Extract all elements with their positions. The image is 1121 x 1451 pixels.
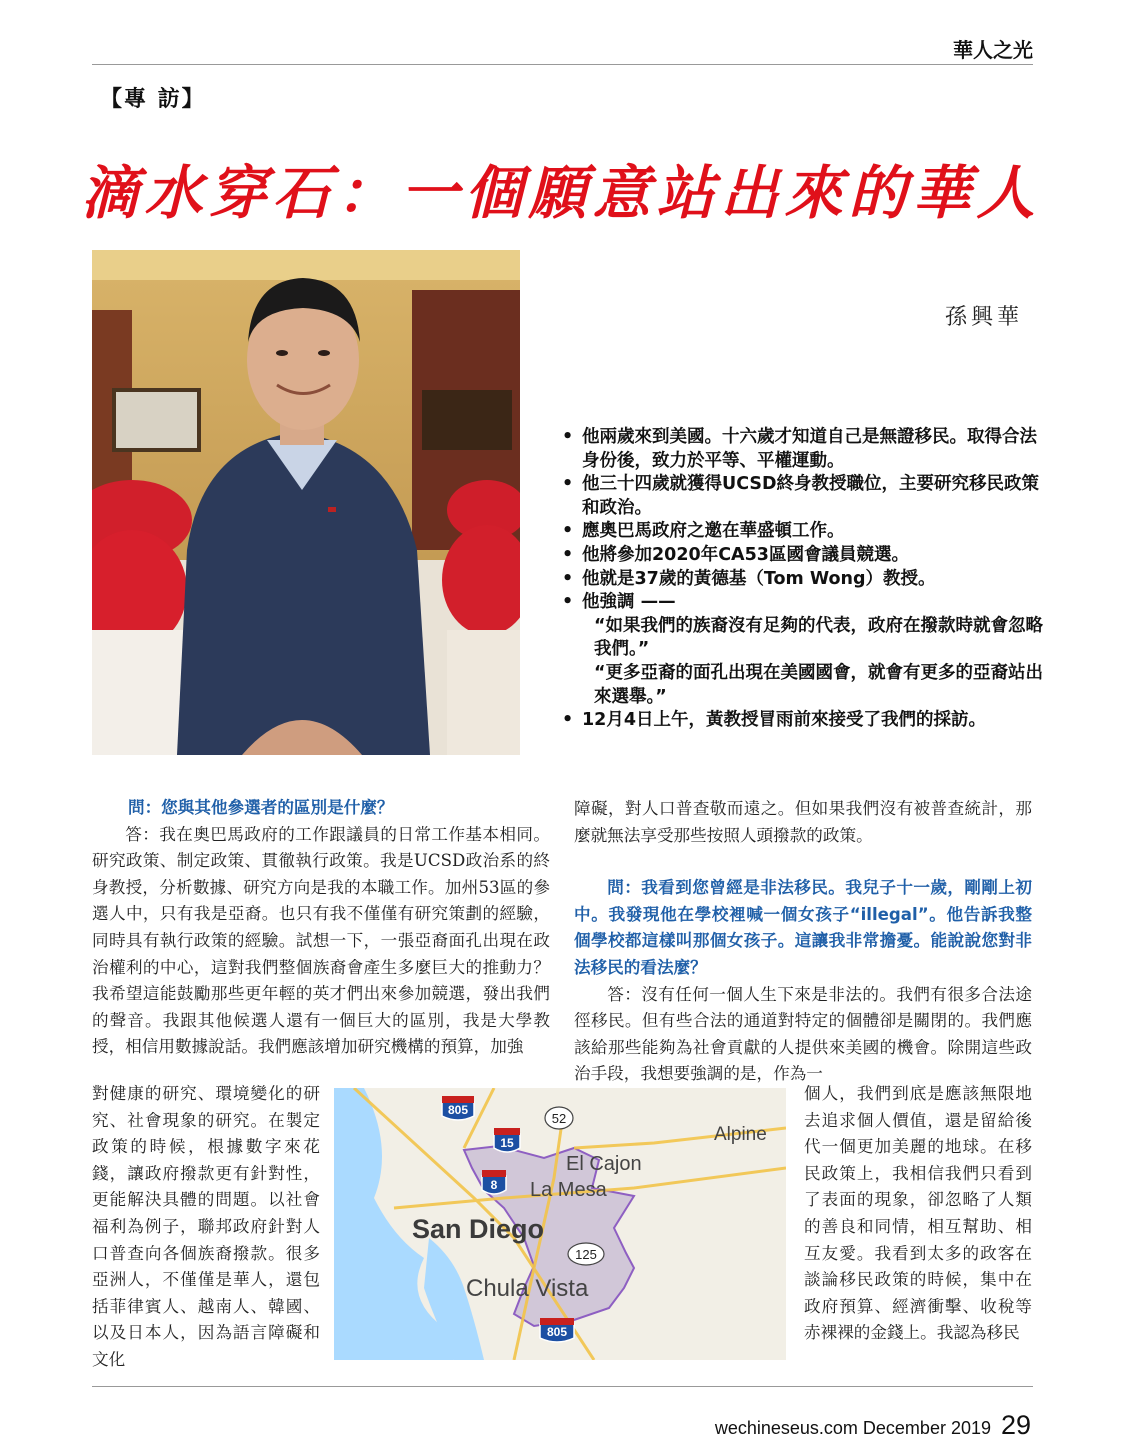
map-label-san-diego: San Diego [412,1214,545,1244]
bullet-item: • 他三十四歲就獲得UCSD終身教授職位，主要研究移民政策和政治。 [560,473,1050,520]
interviewee-photo-illustration [92,250,520,755]
bullet-item: • 12月4日上午，黃教授冒雨前來接受了我們的採訪。 [560,709,1050,733]
district-map [334,1088,786,1360]
svg-text:15: 15 [500,1136,514,1150]
quote-item: “更多亞裔的面孔出現在美國國會，就會有更多的亞裔站出來選舉。” [594,662,1043,707]
bullet-item: • 他兩歲來到美國。十六歲才知道自己是無證移民。取得合法身份後，致力於平等、平權運動。 [560,426,1050,473]
answer-text: 答：我在奧巴馬政府的工作跟議員的日常工作基本相同。研究政策、制定政策、貫徹執行政策。我是UCSD政治系的終身教授，分析數據、研究方向是我的本職工作。加州53區的參選人中，只有我是亞裔。也只有我不僅僅有研究策劃的經驗，同時具有執行政策的經驗。試想一下，一張亞裔面孔出現在政治權利的中心，這對我們整個族裔會產生多麼巨大的推動力？我希望這能鼓勵那些更年輕的英才們出來參加競選，發出我們的聲音。我跟其他候選人還有一個巨大的區別，我是大學教授，相信用數據說話。我們應該增加研究機構的預算，加強 [92,824,550,1057]
body-column-left [92,795,550,1061]
question-heading: 問：您與其他參選者的區別是什麼？ [128,798,394,817]
bullet-item: • 他就是37歲的黃德基（Tom Wong）教授。 [560,568,1050,592]
state-route-125-shield [568,1243,604,1265]
svg-text:805: 805 [546,1325,568,1339]
svg-text:52: 52 [551,1111,567,1126]
district-map-graphic [334,1088,786,1360]
footer-site-date: wechineseus.com December 2019 [714,1418,991,1438]
bullet-item: • 他強調 —— [560,591,1050,615]
answer-text-continued: 個人，我們到底是應該無限地去追求個人價值，還是留給後代一個更加美麗的地球。在移民政策上，我相信我們只看到了表面的現象，卻忽略了人類的善良和同情，相互幫助、相互友愛。我看到太多的政客在談論移民政策的時候，集中在政府預算、經濟衝擊、收稅等赤裸裸的金錢上。我認為移民 [804,1084,1032,1343]
svg-text:125: 125 [575,1247,597,1262]
bullet-item: • 他將參加2020年CA53區國會議員競選。 [560,544,1050,568]
interstate-805-bottom-shield [540,1318,574,1342]
map-label-alpine: Alpine [714,1124,767,1145]
state-route-52-shield [545,1107,573,1129]
interstate-805-top-shield [442,1096,474,1120]
body-column-right [574,796,1032,1088]
body-column-right-wrap [804,1081,1032,1347]
top-divider [92,64,1033,65]
interviewee-photo [92,250,520,755]
interstate-8-shield [482,1170,506,1194]
column-label: 【專 訪】 [100,86,206,112]
headline: 滴水穿石：一個願意站出來的華人 [80,159,1041,227]
summary-bullets [560,426,1050,733]
answer-text-continued: 對健康的研究、環境變化的研究、社會現象的研究。在製定政策的時候，根據數字來花錢，讓政府撥款更有針對性，更能解決具體的問題。以社會福利為例子，聯邦政府針對人口普查向各個族裔撥款。很多亞洲人，不僅僅是華人，還包括菲律賓人、越南人、韓國、以及日本人，因為語言障礙和文化 [92,1084,320,1369]
body-column-left-wrap [92,1081,320,1374]
answer-text-continued: 障礙，對人口普查敬而遠之。但如果我們沒有被普查統計，那麼就無法享受那些按照人頭撥款的政策。 [574,799,1032,845]
map-label-el-cajon: El Cajon [566,1153,642,1175]
question-heading: 問：我看到您曾經是非法移民。我兒子十一歲，剛剛上初中。我發現他在學校裡喊一個女孩子“illegal”。他告訴我整個學校都這樣叫那個女孩子。這讓我非常擔憂。能說說您對非法移民的看法麼？ [574,878,1032,977]
svg-text:8: 8 [490,1178,498,1192]
svg-text:805: 805 [447,1103,469,1117]
map-label-chula-vista: Chula Vista [466,1275,589,1302]
interstate-15-shield [494,1128,520,1152]
section-tag: 華人之光 [953,38,1033,62]
bottom-divider [92,1386,1033,1387]
map-label-la-mesa: La Mesa [530,1179,607,1201]
bullet-item: • 應奧巴馬政府之邀在華盛頓工作。 [560,520,1050,544]
author-byline: 孫興華 [944,305,1023,330]
answer-text: 答：沒有任何一個人生下來是非法的。我們有很多合法途徑移民。但有些合法的通道對特定的個體卻是關閉的。我們應該給那些能夠為社會貢獻的人提供來美國的機會。除開這些政治手段，我想要強調的是，作為一 [574,984,1032,1084]
quote-item: “如果我們的族裔沒有足夠的代表，政府在撥款時就會忽略我們。” [594,615,1043,660]
page-number: 29 [1000,1410,1031,1440]
